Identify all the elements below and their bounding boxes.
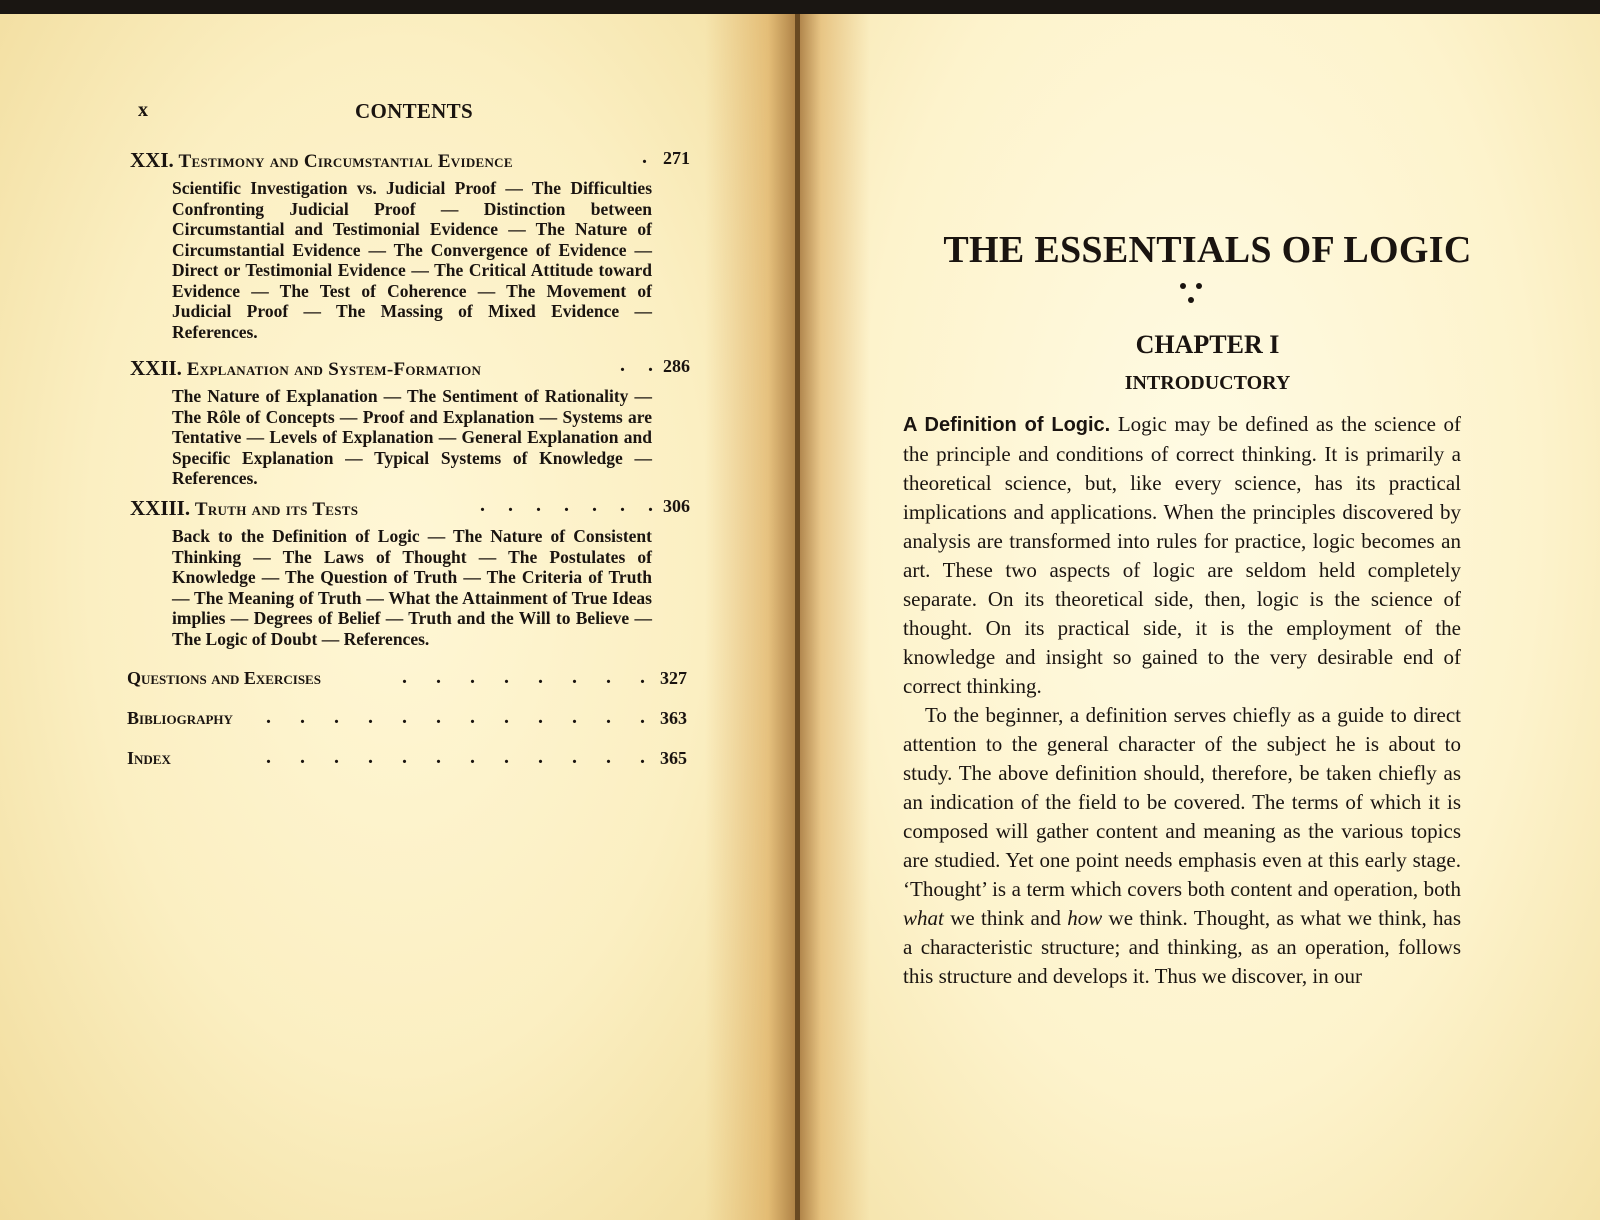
back-matter-bibliography — [127, 708, 687, 732]
chapter-summary: The Nature of Explanation — The Sentiment of Rationality — The Rôle of Concepts — Proof and Explanation — Systems are Tentative — Levels of Explanation — General Explanation and Specific Explanation — Typical Systems of Knowledge — References. — [172, 386, 652, 488]
page-ref: 286 — [663, 356, 690, 376]
paragraph: A Definition of Logic. Logic may be defined as the science of the principle and conditions of correct thinking. It is primarily a theoretical science, but, like every science, has its practical implications and applications. When the principles discovered by analysis are transformed into rules for practice, logic becomes an art. These two aspects of logic are seldom held completely separate. On its theoretical side, then, logic is the science of thought. On its practical side, it is the employment of the knowledge and insight so gained to the very desirable end of correct thinking. — [903, 412, 1462, 698]
page-ref: 327 — [660, 668, 687, 688]
chapter-numeral: XXII. — [130, 356, 182, 380]
chapter-numeral: XXIII. — [130, 496, 191, 520]
leader-dots: . . . . . . . . . . . . — [266, 706, 657, 728]
contents-entry — [130, 148, 690, 342]
chapter-title: Testimony and Circumstantial Evidence — [178, 151, 513, 172]
leader-dots: . . . . . . . — [480, 494, 662, 516]
back-matter-index — [127, 748, 687, 772]
ornament-dot — [1188, 297, 1194, 303]
entry-heading — [130, 356, 690, 380]
leader-dots: . . — [620, 354, 662, 376]
book-title: THE ESSENTIALS OF LOGIC — [943, 229, 1472, 271]
leader-dots: . — [642, 146, 656, 168]
page-ref: 365 — [660, 748, 687, 768]
back-matter-label: Index — [127, 748, 171, 768]
chapter-title: INTRODUCTORY — [1124, 372, 1291, 394]
ornament-dot — [1196, 283, 1202, 289]
section-heading: A Definition of Logic. — [903, 414, 1111, 436]
ornament-dot — [1180, 283, 1186, 289]
contents-entry — [130, 356, 690, 489]
back-matter-label: Questions and Exercises — [127, 668, 321, 688]
contents-entry — [130, 496, 690, 649]
entry-heading — [130, 496, 690, 520]
paragraph: To the beginner, a definition serves chiefly as a guide to direct attention to the general character of the subject he is about to study. The above definition should, therefore, be taken chiefly as an indication of the field to be covered. The terms of which it is composed will gather content and meaning as the various topics are studied. Yet one point needs emphasis even at this early stage. ‘Thought’ is a term which covers both content and operation, both what we think and how we think. Thought, as what we think, has a characteristic structure; and thinking, as an operation, follows this structure and develops it. Thus we discover, in our — [903, 703, 1462, 988]
chapter-summary: Back to the Definition of Logic — The Nature of Consistent Thinking — The Laws of Thought — The Postulates of Knowledge — The Question of Truth — The Criteria of Truth — The Meaning of Truth — What the Attainment of True Ideas implies — Degrees of Belief — Truth and the Will to Believe — The Logic of Doubt — References. — [172, 526, 652, 649]
chapter-numeral: XXI. — [130, 148, 174, 172]
page-ref: 271 — [663, 148, 690, 168]
chapter-number: CHAPTER I — [1135, 330, 1280, 359]
contents-title: CONTENTS — [355, 99, 473, 123]
page-number: x — [138, 99, 148, 121]
leader-dots: . . . . . . . . . . . . — [266, 746, 657, 768]
chapter-body — [903, 410, 1461, 991]
contents-header — [0, 99, 795, 125]
leader-dots: . . . . . . . . — [402, 666, 657, 688]
chapter-summary: Scientific Investigation vs. Judicial Proof — The Difficulties Confronting Judicial Proof — Distinction between Circumstantial and Testimonial Evidence — The Nature of Circumstantial Evidence — The Convergence of Evidence — Direct or Testimonial Evidence — The Critical Attitude toward Evidence — The Test of Coherence — The Movement of Judicial Proof — The Massing of Mixed Evidence — References. — [172, 178, 652, 342]
back-matter-questions — [127, 668, 687, 692]
chapter-title: Truth and its Tests — [194, 499, 359, 520]
entry-heading — [130, 148, 690, 172]
chapter-title: Explanation and System-Formation — [186, 359, 482, 380]
back-matter-label: Bibliography — [127, 708, 233, 728]
page-ref: 363 — [660, 708, 687, 728]
page-ref: 306 — [663, 496, 690, 516]
